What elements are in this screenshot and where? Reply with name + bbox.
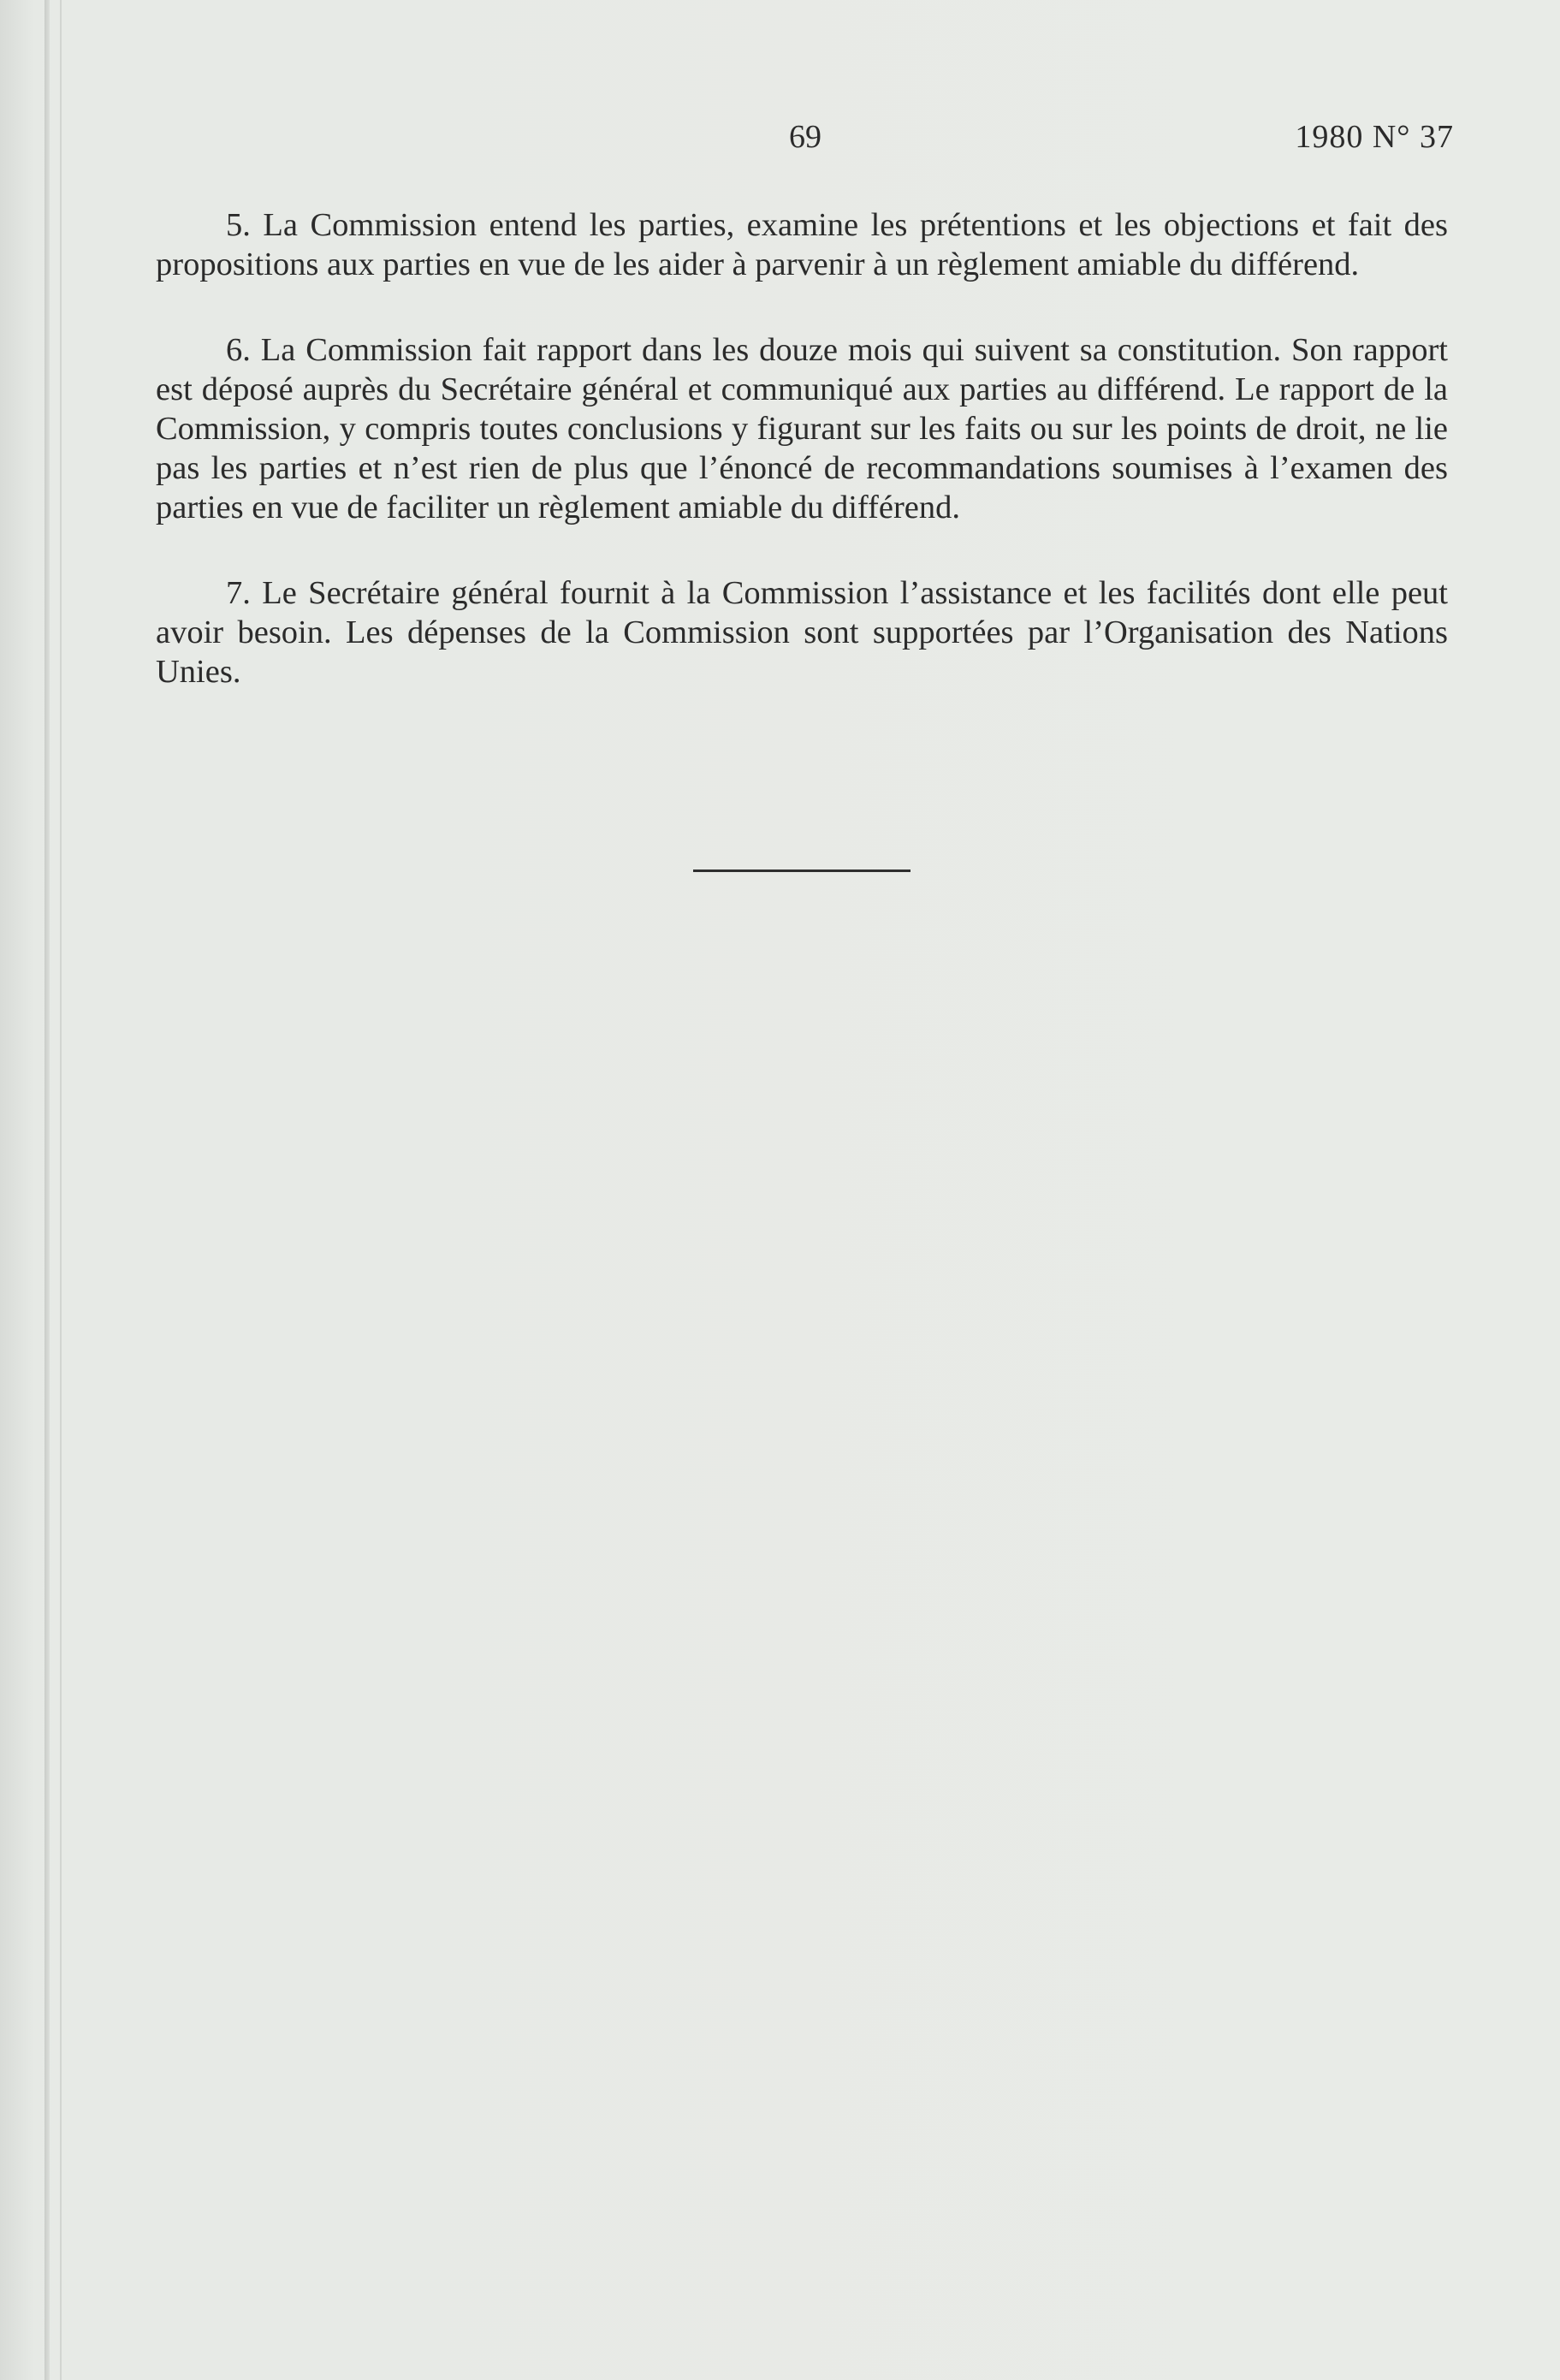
- binding-edge: [44, 0, 50, 2380]
- end-rule: [693, 870, 910, 872]
- year-number: 1980 N° 37: [1295, 119, 1454, 155]
- page-number: 69: [789, 119, 822, 155]
- paragraph-6: 6. La Commission fait rapport dans les douze mois qui suivent sa constitution. Son rapport est déposé auprès du Secrétaire général et communiqué aux parties au différend. Le rapport de la Commission, y compris toutes conclusions y figurant sur les faits ou sur les points de droit, ne lie pas les parties et n’est rien de plus que l’énoncé de recommandations soumises à l’examen des parties en vue de faciliter un règlement amiable du différend.: [156, 332, 1448, 525]
- page-header: [0, 118, 1560, 161]
- binding-edge-line: [60, 0, 62, 2380]
- paragraph-7: 7. Le Secrétaire général fournit à la Commission l’assistance et les facilités dont elle peut avoir besoin. Les dépenses de la Commission sont supportées par l’Organisation des Nations Unies.: [156, 575, 1448, 690]
- paragraph-5: 5. La Commission entend les parties, examine les prétentions et les objections et fait des propositions aux parties en vue de les aider à parvenir à un règlement amiable du différend.: [156, 207, 1448, 282]
- body-text: [156, 205, 1448, 738]
